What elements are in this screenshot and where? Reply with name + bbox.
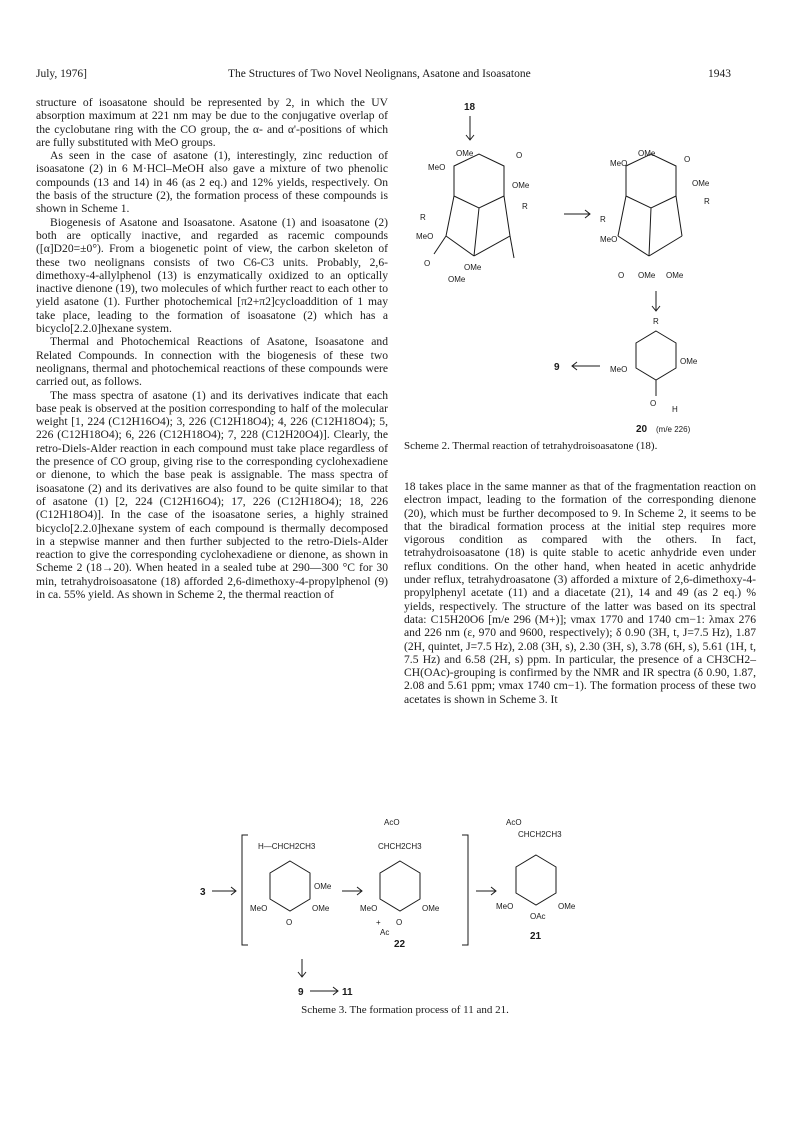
svg-text:AcO: AcO	[506, 818, 522, 827]
svg-text:OMe: OMe	[422, 904, 440, 913]
svg-text:O: O	[424, 259, 431, 268]
svg-text:OMe: OMe	[314, 882, 332, 891]
page-number: 1943	[708, 68, 731, 80]
bracket-left	[242, 835, 248, 945]
paragraph: The mass spectra of asatone (1) and its derivatives indicate that each base peak is observed at the position corresponding to half of the molecular weight [1, 224 (C12H16O4); 3, 226 (C12H18O4); 4, 226 (C12H18O4); 5, 226 (C12H18O4); 6, 226 (C12H18O4); 7, 228 (C12H20O4)]. Clearly, the retro-Diels-Alder reaction in each compound must take place regardless of the presence of CO group, giving rise to the corresponding cyclohexadiene or dienone, to which the base peak is assignable. The mass spectra of isoasatone (2) and its derivatives are also found to be quite similar to that of asatone (1) [2, 224 (C12H16O4); 17, 226 (C12H18O4); 18, 226 (C12H18O4)]. In the case of the isoasatone series, a highly strained bicyclo[2.2.0]hexane system of each compound is thermally decomposed in a stepwise manner and then further subjected to the retro-Diels-Alder reaction to give the corresponding cyclohexadiene or dienone, as shown in Scheme 2 (18→20). When heated in a sealed tube at 290—300 °C for 30 min, tetrahydroisoasatone (18) afforded 2,6-dimethoxy-4-propylphenol (9) in ca. 55% yield. As shown in Scheme 2, the thermal reaction of	[36, 388, 388, 601]
svg-text:OMe: OMe	[448, 275, 466, 284]
scheme-2-caption: Scheme 2. Thermal reaction of tetrahydroisoasatone (18).	[404, 440, 658, 452]
right-column	[404, 480, 756, 706]
svg-text:H—CHCH2CH3: H—CHCH2CH3	[258, 842, 316, 851]
svg-text:CHCH2CH3: CHCH2CH3	[518, 830, 562, 839]
svg-text:O: O	[396, 918, 403, 927]
compound-label: 11	[342, 987, 353, 998]
svg-text:OAc: OAc	[530, 912, 546, 921]
svg-text:OMe: OMe	[312, 904, 330, 913]
svg-text:OMe: OMe	[638, 149, 656, 158]
compound-label: 9	[298, 987, 304, 998]
compound-label: 20	[636, 424, 648, 435]
svg-text:OMe: OMe	[692, 179, 710, 188]
paragraph: Thermal and Photochemical Reactions of Asatone, Isoasatone and Related Compounds. In connection with the biogenesis of these two neolignans, thermal and photochemical reactions of these compounds were carried out, as follows.	[36, 335, 388, 389]
svg-text:OMe: OMe	[464, 263, 482, 272]
svg-text:MeO: MeO	[610, 159, 628, 168]
dienone-ring	[636, 331, 676, 380]
paragraph: Biogenesis of Asatone and Isoasatone. Asatone (1) and isoasatone (2) both are optically inactive, and regarded as racemic compounds ([α]D20=±0°). From a biogenetic point of view, the carbon skeleton of these two neolignans consists of two C6-C3 units. Probably, 2,6-dimethoxy-4-allylphenol (13) is enzymatically oxidized to an optically inactive dienone (19), two molecules of which further react to each other to yield asatone (1). Further photochemical [π2+π2]cycloaddition of 1 may take place, leading to the formation of isoasatone (2) which has a bicyclo[2.2.0]hexane system.	[36, 215, 388, 336]
scheme-2	[404, 96, 756, 441]
svg-text:R: R	[420, 213, 426, 222]
svg-text:+: +	[376, 918, 381, 927]
svg-text:R: R	[522, 202, 528, 211]
left-column	[36, 96, 388, 601]
svg-text:OMe: OMe	[680, 357, 698, 366]
compound-label: 3	[200, 887, 206, 898]
svg-text:MeO: MeO	[428, 163, 446, 172]
bracket-right	[462, 835, 468, 945]
svg-text:MeO: MeO	[250, 904, 268, 913]
paragraph: structure of isoasatone should be represented by 2, in which the UV absorption maximum at 221 nm may be due to the conjugative overlap of the cyclobutane ring with the CO group, the α- and α'-positions of which are fully substituted with MeO groups.	[36, 96, 388, 149]
compound-label: 21	[530, 931, 542, 942]
svg-text:MeO: MeO	[496, 902, 514, 911]
svg-text:O: O	[286, 918, 293, 927]
svg-text:O: O	[516, 151, 523, 160]
mass-note: (m/e 226)	[656, 425, 691, 434]
svg-text:H: H	[672, 405, 678, 414]
compound-label: 22	[394, 939, 406, 950]
svg-text:AcO: AcO	[384, 818, 400, 827]
scheme-3	[190, 815, 610, 1005]
scheme-3-caption: Scheme 3. The formation process of 11 and 21.	[301, 1004, 509, 1016]
svg-text:R: R	[653, 317, 659, 326]
svg-text:O: O	[684, 155, 691, 164]
svg-text:O: O	[650, 399, 657, 408]
paragraph: 18 takes place in the same manner as that of the fragmentation reaction on electron impact, leading to the formation of the corresponding dienone (20), which must be further decomposed to 9. In Scheme 2, it seems to be that the biradical formation process at the initial step requires more vigorous condition as compared with the others. In fact, tetrahydroisoasatone (18) is quite stable to acetic anhydride even under reflux conditions. On the other hand, when heated in acetic anhydride under reflux, tetrahydroasatone (3) afforded a mixture of 2,6-dimethoxy-4-propylphenyl acetate (11) and a diacetate (21), 14 and 49 (as 2 eq.) % yields, respectively. The structure of the latter was based on its spectral data: C15H20O6 [m/e 296 (M+)]; νmax 1770 and 1740 cm−1: λmax 276 and 226 nm (ε, 970 and 9600, respectively); δ 0.90 (3H, t, J=7.5 Hz), 1.87 (2H, quintet, J=7.5 Hz), 2.08 (3H, s), 2.30 (3H, s), 3.78 (6H, s), 5.61 (1H, t, 7.5 Hz) and 6.58 (2H, s) ppm. In particular, the presence of a CH3CH2–CH(OAc)-grouping is confirmed by the NMR and IR spectra (δ 0.90, 1.87, 2.08 and 5.61 ppm; νmax 1740 cm−1). The formation process of these two acetates is shown in Scheme 3. It	[404, 480, 756, 706]
paragraph: As seen in the case of asatone (1), interestingly, zinc reduction of isoasatone (2) in 6 M·HCl–MeOH also gave a mixture of two phenolic compounds (13 and 14) in 46 (as 2 eq.) and 12% yields, respectively. On the basis of the structure (2), the formation process of these compounds is shown in Scheme 1.	[36, 149, 388, 216]
svg-text:O: O	[618, 271, 625, 280]
svg-text:OMe: OMe	[456, 149, 474, 158]
svg-text:R: R	[600, 215, 606, 224]
svg-text:CHCH2CH3: CHCH2CH3	[378, 842, 422, 851]
cage-structure	[626, 154, 676, 208]
svg-text:OMe: OMe	[558, 902, 576, 911]
svg-text:Ac: Ac	[380, 928, 390, 937]
running-header-title: The Structures of Two Novel Neolignans, Asatone and Isoasatone	[228, 68, 531, 80]
svg-text:MeO: MeO	[416, 232, 434, 241]
compound-label: 18	[464, 102, 476, 113]
svg-text:OMe: OMe	[666, 271, 684, 280]
svg-text:OMe: OMe	[638, 271, 656, 280]
cage-structure	[454, 154, 504, 208]
svg-text:MeO: MeO	[600, 235, 618, 244]
svg-text:MeO: MeO	[360, 904, 378, 913]
svg-text:OMe: OMe	[512, 181, 530, 190]
running-header-date: July, 1976]	[36, 68, 88, 80]
compound-label: 9	[554, 362, 560, 373]
svg-text:R: R	[704, 197, 710, 206]
svg-text:MeO: MeO	[610, 365, 628, 374]
